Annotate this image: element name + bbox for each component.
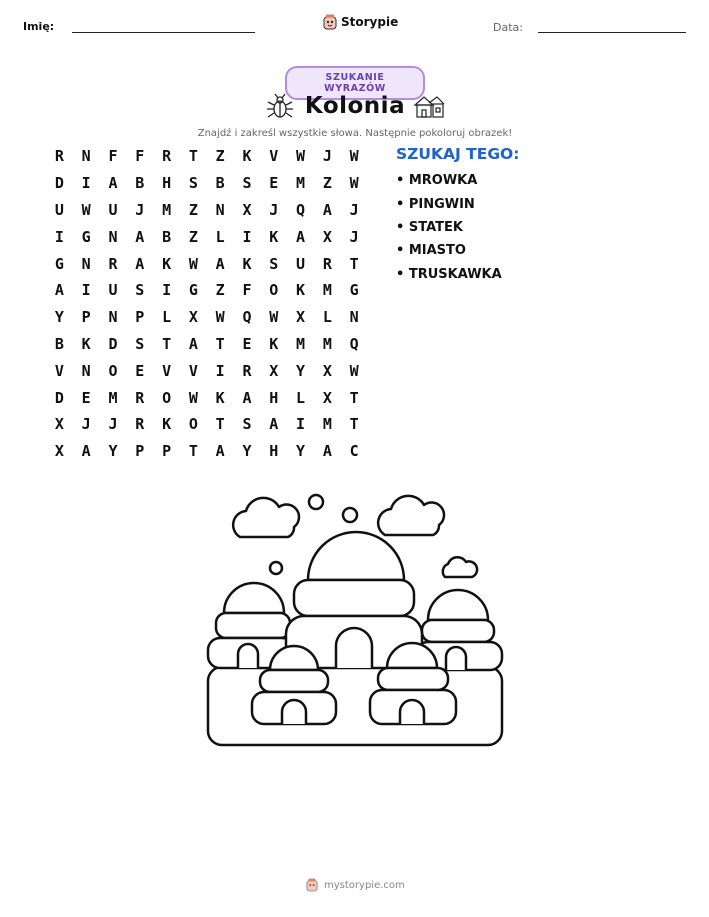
grid-cell[interactable]: D — [54, 174, 64, 193]
igloo-left-mid — [216, 613, 290, 638]
grid-cell[interactable]: I — [81, 281, 91, 300]
grid-cell[interactable]: J — [349, 227, 359, 246]
grid-cell[interactable]: K — [269, 227, 279, 246]
brand — [323, 14, 398, 30]
grid-cell[interactable]: N — [81, 147, 91, 166]
grid-cell[interactable]: E — [81, 388, 91, 407]
grid-cell[interactable]: Z — [188, 200, 198, 219]
grid-cell[interactable]: Y — [296, 442, 306, 461]
grid-cell[interactable]: H — [162, 174, 172, 193]
grid-cell[interactable]: Y — [296, 361, 306, 380]
grid-cell[interactable]: M — [296, 174, 306, 193]
grid-cell[interactable]: Q — [296, 200, 306, 219]
grid-cell[interactable]: N — [81, 361, 91, 380]
bubble-3 — [270, 562, 282, 574]
grid-cell[interactable]: X — [322, 361, 332, 380]
grid-cell[interactable]: Y — [54, 308, 64, 327]
grid-cell[interactable]: X — [322, 388, 332, 407]
grid-cell[interactable]: K — [162, 415, 172, 434]
grid-cell[interactable]: A — [54, 281, 64, 300]
grid-cell[interactable]: X — [296, 308, 306, 327]
grid-cell[interactable]: V — [54, 361, 64, 380]
page-title: Kolonia — [304, 93, 406, 119]
grid-cell[interactable]: S — [242, 415, 252, 434]
grid-cell[interactable]: I — [81, 174, 91, 193]
igloo-center-top — [308, 532, 404, 580]
igloo-front-right-door — [400, 700, 424, 724]
grid-cell[interactable]: L — [322, 308, 332, 327]
grid-cell[interactable]: J — [108, 415, 118, 434]
grid-cell[interactable]: G — [188, 281, 198, 300]
name-label: Imię: — [23, 20, 55, 33]
grid-cell[interactable]: A — [108, 174, 118, 193]
igloo-front-right-mid — [378, 668, 448, 690]
grid-cell[interactable]: R — [108, 254, 118, 273]
cloud-small — [443, 557, 477, 577]
bubble-1 — [309, 495, 323, 509]
grid-cell[interactable]: I — [162, 281, 172, 300]
grid-cell[interactable]: X — [188, 308, 198, 327]
grid-cell[interactable]: V — [188, 361, 198, 380]
cloud-right — [378, 496, 444, 535]
igloo-center-mid — [294, 580, 414, 616]
grid-cell[interactable]: A — [135, 254, 145, 273]
grid-cell[interactable]: T — [188, 442, 198, 461]
storypie-logo-icon — [306, 878, 318, 892]
igloo-right-door — [446, 647, 466, 670]
grid-cell[interactable]: W — [215, 308, 225, 327]
grid-cell[interactable]: F — [108, 147, 118, 166]
grid-cell[interactable]: J — [269, 200, 279, 219]
igloo-front-left-mid — [260, 670, 328, 692]
igloo-right-mid — [422, 620, 494, 642]
grid-cell[interactable]: R — [54, 147, 64, 166]
houses-icon — [413, 93, 445, 119]
grid-cell[interactable]: A — [242, 388, 252, 407]
grid-cell[interactable]: K — [215, 388, 225, 407]
igloo-left-door — [238, 644, 258, 668]
grid-cell[interactable]: U — [54, 200, 64, 219]
igloo-colony-illustration — [190, 485, 520, 755]
storypie-logo-icon — [323, 14, 337, 30]
grid-cell[interactable]: K — [242, 147, 252, 166]
grid-cell[interactable]: L — [162, 308, 172, 327]
grid-cell[interactable]: L — [215, 227, 225, 246]
grid-cell[interactable]: K — [269, 334, 279, 353]
bubble-2 — [343, 508, 357, 522]
grid-cell[interactable]: W — [188, 388, 198, 407]
word-list-item: • PINGWIN — [396, 192, 502, 215]
grid-cell[interactable]: B — [162, 227, 172, 246]
grid-cell[interactable]: W — [81, 200, 91, 219]
grid-cell[interactable]: S — [135, 281, 145, 300]
grid-cell[interactable]: M — [322, 334, 332, 353]
grid-cell[interactable]: A — [81, 442, 91, 461]
grid-cell[interactable]: D — [54, 388, 64, 407]
grid-cell[interactable]: K — [242, 254, 252, 273]
grid-cell[interactable]: Y — [108, 442, 118, 461]
grid-cell[interactable]: W — [349, 147, 359, 166]
grid-cell[interactable]: S — [269, 254, 279, 273]
grid-cell[interactable]: Z — [215, 147, 225, 166]
name-line[interactable] — [72, 32, 255, 33]
grid-cell[interactable]: K — [162, 254, 172, 273]
igloo-right-top — [428, 590, 488, 620]
grid-cell[interactable]: N — [349, 308, 359, 327]
grid-cell[interactable]: U — [108, 200, 118, 219]
grid-cell[interactable]: N — [215, 200, 225, 219]
grid-cell[interactable]: W — [349, 361, 359, 380]
grid-cell[interactable]: R — [135, 415, 145, 434]
grid-cell[interactable]: V — [269, 147, 279, 166]
bug-icon — [265, 92, 295, 122]
grid-cell[interactable]: L — [296, 388, 306, 407]
grid-cell[interactable]: A — [188, 334, 198, 353]
grid-cell[interactable]: M — [108, 388, 118, 407]
grid-cell[interactable]: A — [269, 415, 279, 434]
date-label: Data: — [493, 21, 523, 34]
grid-cell[interactable]: O — [108, 361, 118, 380]
grid-cell[interactable]: Z — [322, 174, 332, 193]
grid-cell[interactable]: K — [296, 281, 306, 300]
grid-cell[interactable]: Z — [215, 281, 225, 300]
grid-cell[interactable]: X — [54, 415, 64, 434]
grid-cell[interactable]: I — [54, 227, 64, 246]
word-list-item: • STATEK — [396, 216, 502, 239]
word-list-item: • TRUSKAWKA — [396, 263, 502, 286]
grid-cell[interactable]: A — [322, 200, 332, 219]
grid-cell[interactable]: M — [296, 334, 306, 353]
grid-cell[interactable]: B — [215, 174, 225, 193]
grid-cell[interactable]: U — [296, 254, 306, 273]
word-search-grid — [46, 143, 368, 465]
grid-cell[interactable]: V — [162, 361, 172, 380]
grid-cell[interactable]: F — [242, 281, 252, 300]
grid-cell[interactable]: Z — [188, 227, 198, 246]
grid-cell[interactable]: G — [81, 227, 91, 246]
grid-cell[interactable]: J — [81, 415, 91, 434]
grid-cell[interactable]: S — [188, 174, 198, 193]
grid-cell[interactable]: G — [349, 281, 359, 300]
grid-cell[interactable]: A — [322, 442, 332, 461]
word-list-item: • MIASTO — [396, 239, 502, 262]
grid-cell[interactable]: X — [54, 442, 64, 461]
grid-cell[interactable]: R — [135, 388, 145, 407]
grid-cell[interactable]: A — [296, 227, 306, 246]
grid-cell[interactable]: N — [108, 308, 118, 327]
grid-cell[interactable]: K — [81, 334, 91, 353]
footer — [306, 878, 405, 892]
grid-cell[interactable]: P — [135, 442, 145, 461]
grid-cell[interactable]: N — [81, 254, 91, 273]
grid-cell[interactable]: U — [108, 281, 118, 300]
grid-cell[interactable]: T — [215, 334, 225, 353]
grid-cell[interactable]: H — [269, 388, 279, 407]
grid-cell[interactable]: F — [135, 147, 145, 166]
grid-cell[interactable]: A — [135, 227, 145, 246]
grid-cell[interactable]: S — [242, 174, 252, 193]
grid-cell[interactable]: T — [188, 147, 198, 166]
grid-cell[interactable]: I — [242, 227, 252, 246]
grid-cell[interactable]: B — [135, 174, 145, 193]
grid-cell[interactable]: W — [349, 174, 359, 193]
grid-cell[interactable]: I — [296, 415, 306, 434]
grid-cell[interactable]: X — [242, 200, 252, 219]
grid-cell[interactable]: C — [349, 442, 359, 461]
grid-cell[interactable]: P — [162, 442, 172, 461]
grid-cell[interactable]: A — [215, 442, 225, 461]
grid-cell[interactable]: J — [322, 147, 332, 166]
igloo-front-left-door — [282, 700, 306, 724]
grid-cell[interactable]: O — [162, 388, 172, 407]
grid-cell[interactable]: T — [215, 415, 225, 434]
grid-cell[interactable]: O — [188, 415, 198, 434]
grid-cell[interactable]: T — [349, 388, 359, 407]
grid-cell[interactable]: R — [322, 254, 332, 273]
grid-cell[interactable]: I — [215, 361, 225, 380]
grid-cell[interactable]: T — [162, 334, 172, 353]
igloo-left-top — [224, 583, 284, 613]
grid-cell[interactable]: T — [349, 254, 359, 273]
grid-cell[interactable]: N — [108, 227, 118, 246]
grid-cell[interactable]: H — [269, 442, 279, 461]
grid-cell[interactable]: T — [349, 415, 359, 434]
grid-cell[interactable]: P — [135, 308, 145, 327]
date-line[interactable] — [538, 32, 686, 33]
igloo-center-door — [336, 628, 372, 668]
grid-cell[interactable]: J — [349, 200, 359, 219]
grid-cell[interactable]: J — [135, 200, 145, 219]
grid-cell[interactable]: A — [215, 254, 225, 273]
grid-cell[interactable]: Q — [349, 334, 359, 353]
cloud-left — [233, 498, 299, 537]
grid-cell[interactable]: R — [242, 361, 252, 380]
brand-name: Storypie — [341, 15, 399, 29]
footer-url: mystorypie.com — [324, 879, 405, 891]
word-list-item: • MROWKA — [396, 169, 502, 192]
grid-cell[interactable]: P — [81, 308, 91, 327]
grid-cell[interactable]: R — [162, 147, 172, 166]
grid-cell[interactable]: E — [135, 361, 145, 380]
grid-cell[interactable]: Y — [242, 442, 252, 461]
grid-cell[interactable]: W — [188, 254, 198, 273]
grid-cell[interactable]: O — [269, 281, 279, 300]
grid-cell[interactable]: G — [54, 254, 64, 273]
grid-cell[interactable]: X — [269, 361, 279, 380]
grid-cell[interactable]: Q — [242, 308, 252, 327]
activity-badge: SZUKANIE WYRAZÓW — [285, 66, 425, 100]
grid-cell[interactable]: D — [108, 334, 118, 353]
grid-cell[interactable]: M — [322, 415, 332, 434]
word-list — [396, 169, 502, 286]
grid-cell[interactable]: S — [135, 334, 145, 353]
grid-cell[interactable]: E — [242, 334, 252, 353]
grid-cell[interactable]: W — [269, 308, 279, 327]
grid-cell[interactable]: M — [322, 281, 332, 300]
grid-cell[interactable]: W — [296, 147, 306, 166]
grid-cell[interactable]: E — [269, 174, 279, 193]
word-list-title: SZUKAJ TEGO: — [396, 145, 520, 163]
grid-cell[interactable]: B — [54, 334, 64, 353]
instructions: Znajdź i zakreśl wszystkie słowa. Następnie pokoloruj obrazek! — [197, 128, 513, 139]
grid-cell[interactable]: X — [322, 227, 332, 246]
grid-cell[interactable]: M — [162, 200, 172, 219]
